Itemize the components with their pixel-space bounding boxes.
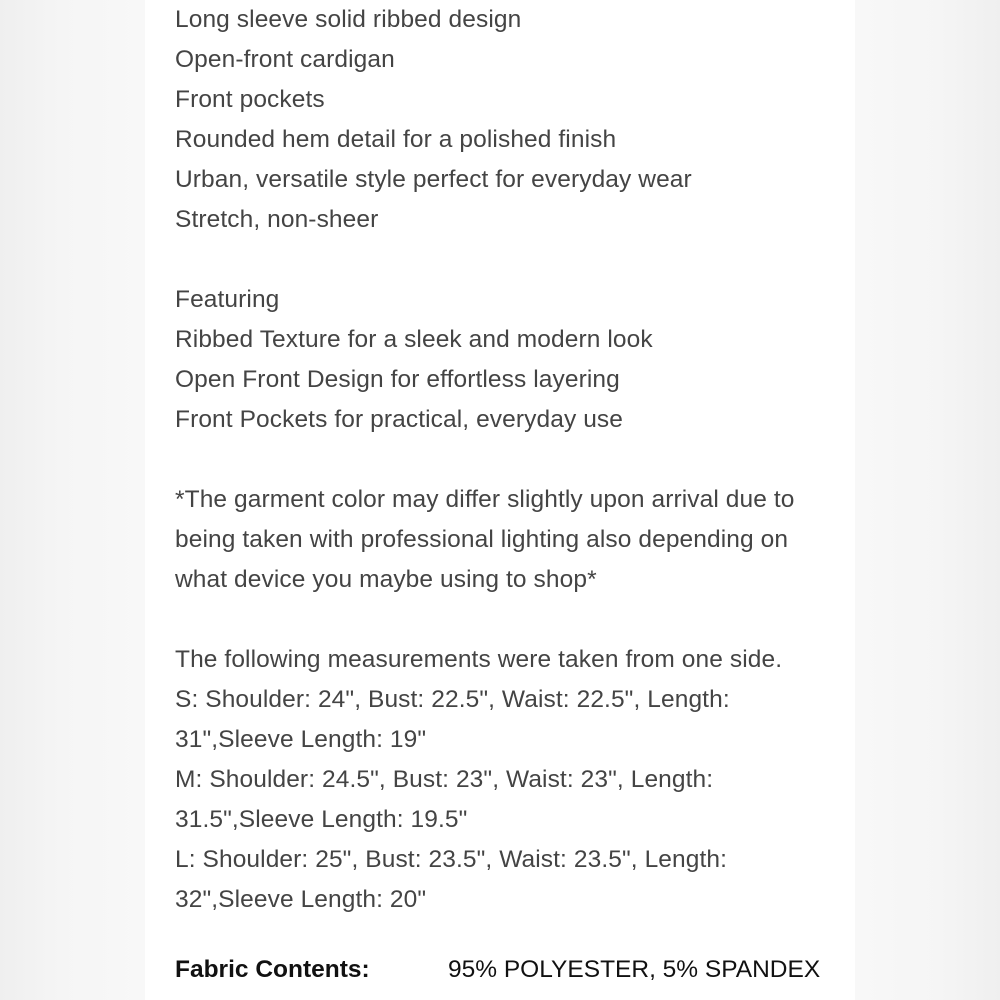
color-disclaimer-line: being taken with professional lighting also depending on bbox=[175, 526, 789, 553]
measurement-line-s: 31",Sleeve Length: 19" bbox=[175, 726, 427, 753]
product-description-panel bbox=[145, 0, 855, 1000]
paragraph-gap bbox=[175, 600, 835, 640]
measurement-line-s: S: Shoulder: 24", Bust: 22.5", Waist: 22.5", Length: bbox=[175, 686, 730, 713]
feature-line: Front pockets bbox=[175, 86, 325, 113]
featuring-item: Open Front Design for effortless layering bbox=[175, 366, 620, 393]
feature-line: Stretch, non-sheer bbox=[175, 206, 379, 233]
featuring-item: Front Pockets for practical, everyday use bbox=[175, 406, 624, 433]
measurement-line-m: 31.5",Sleeve Length: 19.5" bbox=[175, 806, 468, 833]
fabric-contents-row bbox=[175, 950, 835, 990]
feature-line: Long sleeve solid ribbed design bbox=[175, 6, 522, 33]
fabric-contents-label: Fabric Contents: bbox=[175, 956, 370, 983]
feature-line: Rounded hem detail for a polished finish bbox=[175, 126, 617, 153]
paragraph-gap bbox=[175, 440, 835, 480]
measurement-line-l: 32",Sleeve Length: 20" bbox=[175, 886, 427, 913]
fabric-contents-value: 95% POLYESTER, 5% SPANDEX bbox=[448, 956, 821, 983]
measurement-line-m: M: Shoulder: 24.5", Bust: 23", Waist: 23", Length: bbox=[175, 766, 714, 793]
measurement-line-l: L: Shoulder: 25", Bust: 23.5", Waist: 23.5", Length: bbox=[175, 846, 728, 873]
feature-line: Urban, versatile style perfect for everyday wear bbox=[175, 166, 692, 193]
color-disclaimer-line: what device you maybe using to shop* bbox=[175, 566, 597, 593]
feature-line: Open-front cardigan bbox=[175, 46, 395, 73]
product-description-text bbox=[175, 0, 835, 920]
paragraph-gap bbox=[175, 240, 835, 280]
featuring-heading: Featuring bbox=[175, 286, 280, 313]
measurements-intro: The following measurements were taken from one side. bbox=[175, 646, 783, 673]
featuring-item: Ribbed Texture for a sleek and modern look bbox=[175, 326, 653, 353]
color-disclaimer-line: *The garment color may differ slightly upon arrival due to bbox=[175, 486, 795, 513]
